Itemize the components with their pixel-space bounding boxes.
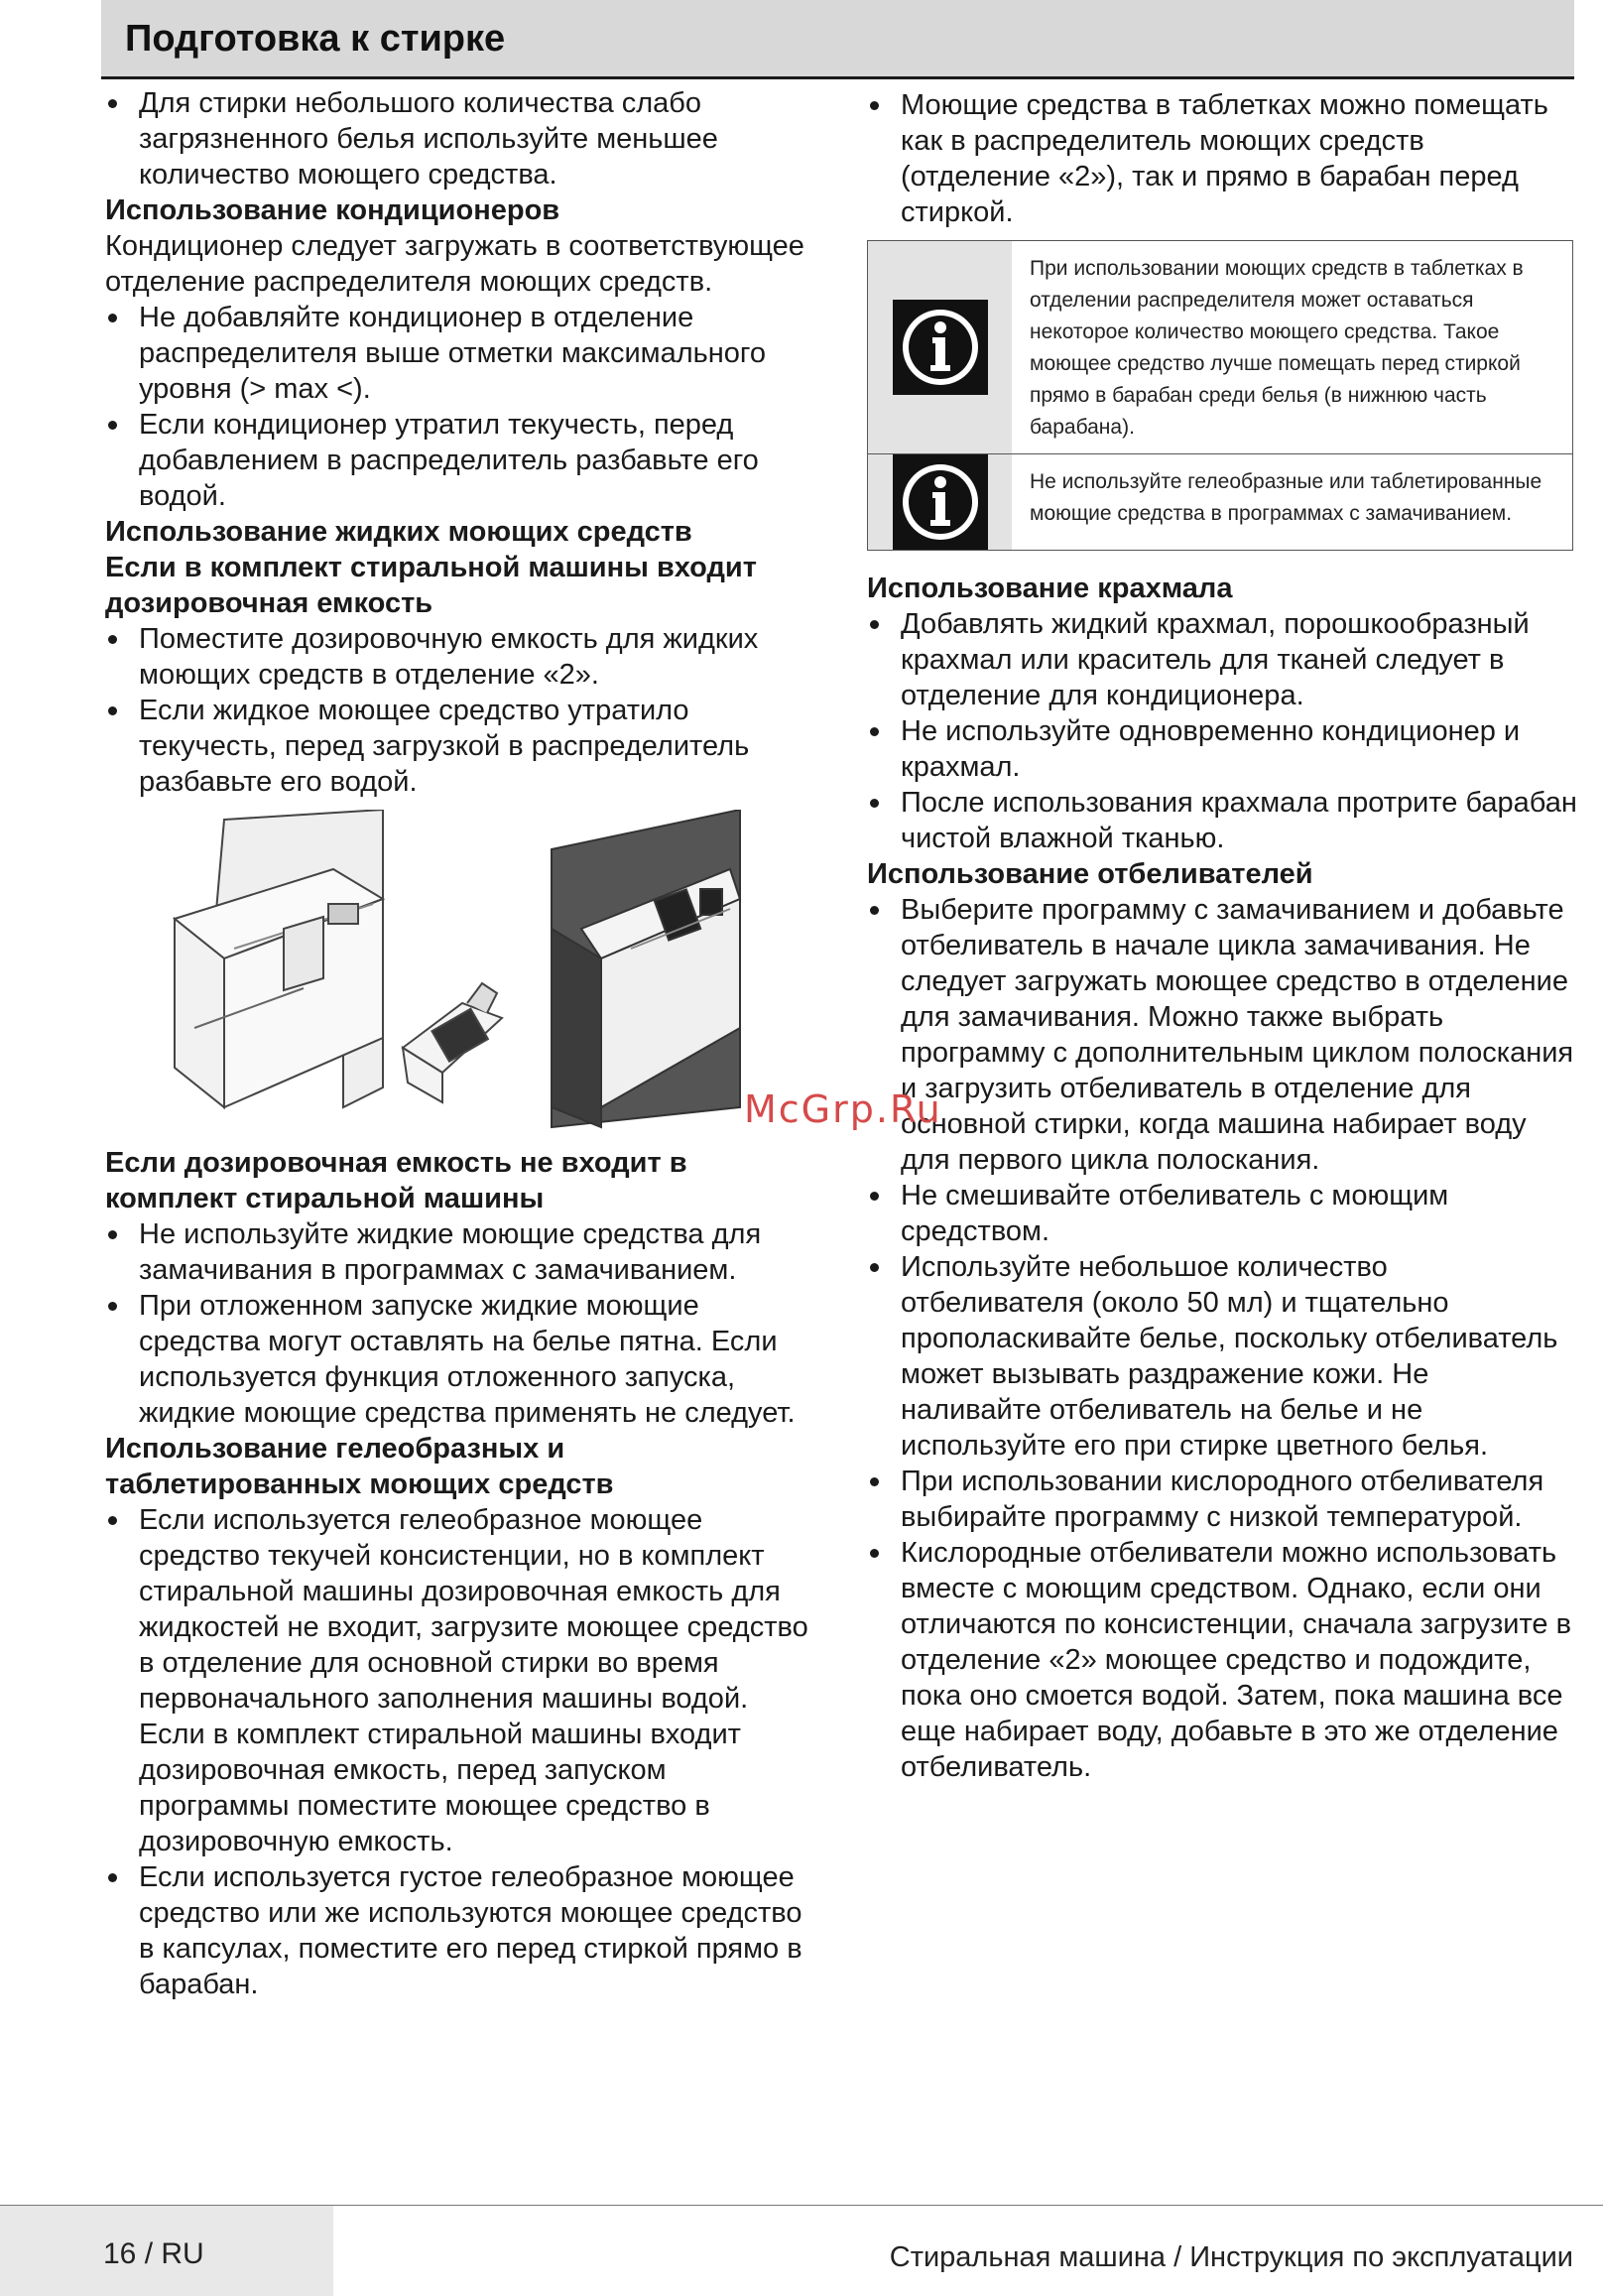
section-heading-no-container: Если дозировочная емкость не входит в комплект стиральной машины xyxy=(105,1147,687,1214)
page-title: Подготовка к стирке xyxy=(125,18,506,60)
bleach-list xyxy=(867,892,1577,1785)
dispenser-illustration xyxy=(135,810,829,1137)
page-footer xyxy=(0,2205,1603,2296)
footer-page-box xyxy=(0,2206,333,2296)
list-item: Моющие средства в таблетках можно помещать как в распределитель моющих средств (отделение «2»), так и прямо в барабан перед стиркой. xyxy=(867,87,1577,230)
intro-list xyxy=(105,85,819,192)
right-column xyxy=(867,87,1577,1785)
list-item: Если жидкое моющее средство утратило текучесть, перед загрузкой в распределитель разбавьте его водой. xyxy=(105,693,819,800)
list-item: После использования крахмала протрите барабан чистой влажной тканью. xyxy=(867,785,1577,856)
list-item: Кислородные отбеливатели можно использовать вместе с моющим средством. Однако, если они отличаются по консистенции, сначала загрузите в отделение «2» моющее средство и подождите, пока оно смоется водой. Затем, пока машина все еще набирает воду, добавьте в это же отделение отбеливатель. xyxy=(867,1535,1577,1785)
conditioner-list xyxy=(105,300,819,514)
document-title: Стиральная машина / Инструкция по эксплуатации xyxy=(889,2241,1573,2273)
list-item: Если используется густое гелеобразное моющее средство или же используются моющее средство в капсулах, поместите его перед стиркой прямо в барабан. xyxy=(105,1859,819,2002)
section-heading-starch: Использование крахмала xyxy=(867,573,1233,604)
list-item: Выберите программу с замачиванием и добавьте отбеливатель в начале цикла замачивания. Не следует загружать моющее средство в отделение для замачивания. Можно также выбрать программу с дополнительным циклом полоскания и загрузить отбеливатель в отделение для основной стирки, когда машина набирает воду для первого цикла полоскания. xyxy=(867,892,1577,1178)
info-icon xyxy=(868,241,1012,453)
page-number: 16 / RU xyxy=(103,2237,204,2270)
list-item: При использовании кислородного отбеливателя выбирайте программу с низкой температурой. xyxy=(867,1464,1577,1535)
no-container-list xyxy=(105,1216,819,1431)
left-column xyxy=(105,85,819,2002)
starch-list xyxy=(867,606,1577,856)
list-item: Если кондиционер утратил текучесть, перед добавлением в распределитель разбавьте его водой. xyxy=(105,407,819,514)
info-note-text: При использовании моющих средств в таблетках в отделении распределителя может оставаться некоторое количество моющего средства. Такое моющее средство лучше помещать перед стиркой прямо в барабан среди белья (в нижнюю часть барабана). xyxy=(1030,257,1524,439)
list-item: При отложенном запуске жидкие моющие средства могут оставлять на белье пятна. Если используется функция отложенного запуска, жидкие моющие средства применять не следует. xyxy=(105,1288,819,1431)
section-subheading-liquid: Если в комплект стиральной машины входит дозировочная емкость xyxy=(105,552,757,619)
list-item: Не используйте жидкие моющие средства для замачивания в программах с замачиванием. xyxy=(105,1216,819,1288)
page-header xyxy=(101,0,1574,79)
liquid-detergent-container xyxy=(403,983,502,1102)
section-heading-gel: Использование гелеобразных и таблетированных моющих средств xyxy=(105,1433,614,1500)
info-icon xyxy=(868,454,1012,550)
list-item: Для стирки небольшого количества слабо загрязненного белья используйте меньшее количество моющего средства. xyxy=(105,85,819,192)
list-item: Используйте небольшое количество отбеливателя (около 50 мл) и тщательно прополаскивайте белье, поскольку отбеливатель может вызывать раздражение кожи. Не наливайте отбеливатель на белье и не используйте его при стирке цветного белья. xyxy=(867,1249,1577,1464)
dispenser-drawer-right xyxy=(552,810,740,1127)
section-heading-liquid: Использование жидких моющих средств xyxy=(105,516,692,548)
list-item: Не используйте одновременно кондиционер и крахмал. xyxy=(867,713,1577,785)
list-item: Если используется гелеобразное моющее средство текучей консистенции, но в комплект стиральной машины дозировочная емкость для жидкостей не входит, загрузите моющее средство в отделение для основной стирки во время первоначального заполнения машины водой. Если в комплект стиральной машины входит дозировочная емкость, перед запуском программы поместите моющее средство в дозировочную емкость. xyxy=(105,1502,819,1859)
section-heading-conditioner: Использование кондиционеров xyxy=(105,194,560,226)
paragraph: Кондиционер следует загружать в соответствующее отделение распределителя моющих средств. xyxy=(105,230,804,298)
watermark: McGrp.Ru xyxy=(744,1087,942,1131)
list-item: Не добавляйте кондиционер в отделение распределителя выше отметки максимального уровня (> max <). xyxy=(105,300,819,407)
tablets-list xyxy=(867,87,1577,230)
info-note-text: Не используйте гелеобразные или таблетированные моющие средства в программах с замачиванием. xyxy=(1030,470,1542,525)
info-row xyxy=(868,453,1572,550)
list-item: Не смешивайте отбеливатель с моющим средством. xyxy=(867,1178,1577,1249)
list-item: Добавлять жидкий крахмал, порошкообразный крахмал или краситель для тканей следует в отделение для кондиционера. xyxy=(867,606,1577,713)
gel-list xyxy=(105,1502,819,2002)
info-row xyxy=(868,241,1572,453)
liquid-list xyxy=(105,621,819,800)
dispenser-drawer-left xyxy=(175,810,383,1107)
list-item: Поместите дозировочную емкость для жидких моющих средств в отделение «2». xyxy=(105,621,819,693)
section-heading-bleach: Использование отбеливателей xyxy=(867,858,1313,890)
info-box xyxy=(867,240,1573,551)
